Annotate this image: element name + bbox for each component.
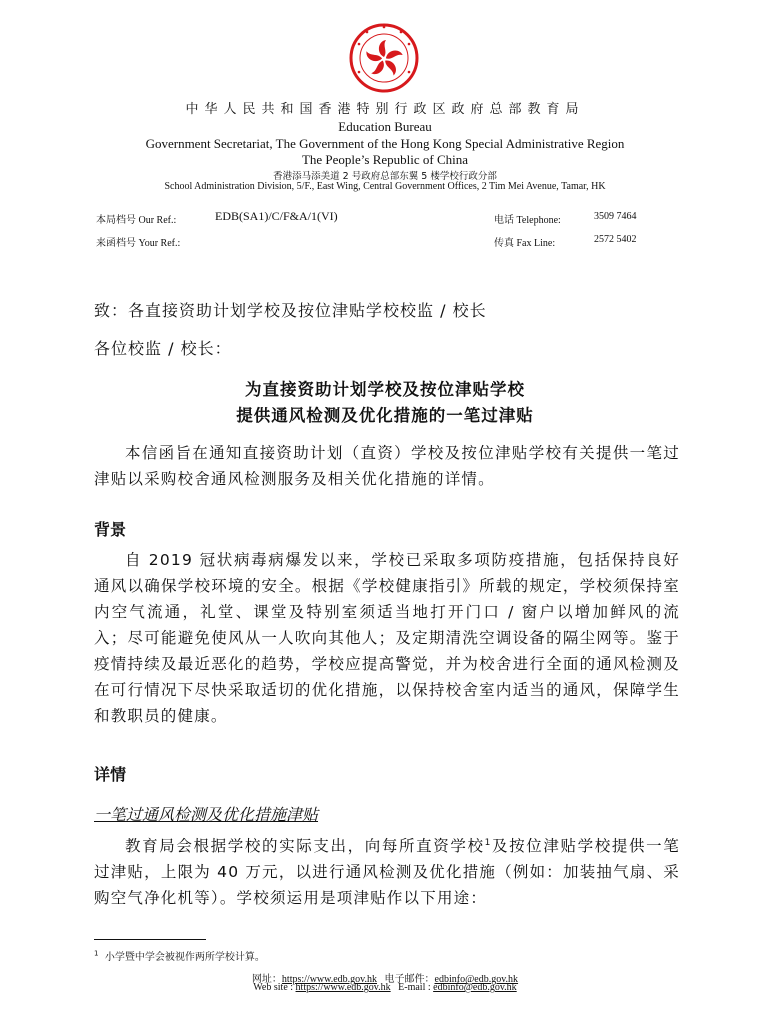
telephone-label: 电话 Telephone: [494, 215, 561, 226]
subsidy-text-a: 教育局会根据学校的实际支出，向每所直资学校 [125, 837, 485, 856]
header-zh-title: 中华人民共和国香港特别行政区政府总部教育局 [185, 102, 585, 117]
footnote-text: 小学暨中学会被视作两所学校计算。 [104, 952, 265, 963]
header-en-bureau: Education Bureau [338, 119, 432, 134]
details-heading: 详情 [94, 765, 127, 784]
letter-title-line1: 为直接资助计划学校及按位津贴学校 [245, 380, 525, 399]
header-en-government: Government Secretariat, The Government of the Hong Kong Special Administrative Region [145, 136, 625, 151]
footer-email-label-zh: 电子邮件： [384, 974, 435, 985]
background-paragraph: 自 2019 冠状病毒病爆发以来，学校已采取多项防疫措施，包括保持良好通风以确保学校环境的安全。根据《学校健康指引》所载的规定，学校须保持室内空气流通，礼堂、课堂及特别室须适当地打开门口 / 窗户以增加鲜风的流入；尽可能避免使风从一人吹向其他人；及定期清洗空调设备的隔尘网等。鉴于疫情持续及最近恶化的趋势，学校应提高警觉，并为校舍进行全面的通风检测及在可行情况下尽快采取适切的优化措施，以保持校舍室内适当的通风，保障学生和教职员的健康。 [94, 551, 680, 725]
footnote-mark: 1 [94, 949, 99, 958]
subsidy-text-b: 及按位津贴学校提供一笔过津贴，上限为 40 万元，以进行通风检测及优化措施（例如：加装抽气扇、采购空气净化机等）。学校须运用是项津贴作以下用途： [94, 837, 681, 908]
our-ref-label: 本局档号 Our Ref.: [96, 215, 177, 226]
footnote-ref-mark: 1 [484, 838, 492, 848]
footer-web-label-zh: 网址： [251, 974, 282, 985]
footer-email-link-zh[interactable]: edbinfo@edb.gov.hk [434, 974, 519, 985]
header-address-zh: 香港添马添美道 2 号政府总部东翼 5 楼学校行政分部 [273, 171, 497, 182]
our-ref-value: EDB(SA1)/C/F&A/1(VI) [215, 209, 338, 223]
footer-email-link-en[interactable]: edbinfo@edb.gov.hk [433, 982, 517, 993]
footer-web-label-en: Web site : [253, 982, 296, 993]
letter-title-line2: 提供通风检测及优化措施的一笔过津贴 [236, 406, 534, 425]
footer-en [0, 982, 770, 993]
intro-paragraph: 本信函旨在通知直接资助计划（直资）学校及按位津贴学校有关提供一笔过津贴以采购校舍通风检测服务及相关优化措施的详情。 [94, 444, 680, 488]
header-address-en: School Administration Division, 5/F., East Wing, Central Government Offices, 2 Tim Mei Avenue, Tamar, HK [164, 181, 606, 192]
your-ref-label: 来函档号 Your Ref.: [96, 238, 181, 249]
hksar-emblem [345, 22, 423, 94]
footer-web-link-en[interactable]: https://www.edb.gov.hk [295, 982, 391, 993]
fax-value: 2572 5402 [594, 234, 637, 245]
footnote-divider [94, 939, 206, 940]
footer-web-link-zh[interactable]: https://www.edb.gov.hk [281, 974, 378, 985]
telephone-value: 3509 7464 [594, 211, 637, 222]
footer-email-label-en: E-mail : [398, 982, 434, 993]
letter-addressee: 致：各直接资助计划学校及按位津贴学校校监 / 校长 [94, 301, 487, 320]
footnote [94, 948, 265, 963]
subsidy-paragraph [94, 830, 680, 911]
letter-salutation: 各位校监 / 校长： [94, 339, 232, 358]
header-en-country: The People’s Republic of China [301, 152, 469, 167]
subsidy-subheading: 一笔过通风检测及优化措施津贴 [94, 805, 319, 824]
background-heading: 背景 [94, 520, 127, 539]
fax-label: 传真 Fax Line: [494, 238, 556, 249]
